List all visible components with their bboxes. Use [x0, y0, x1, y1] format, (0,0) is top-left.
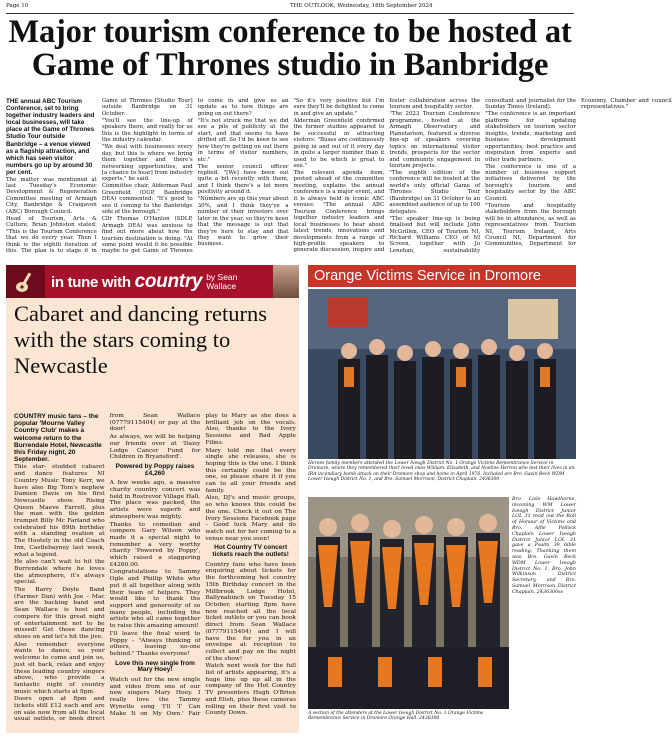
country-paragraph: Also remember everyone wants to dance, so your welcome to come and join us, just sit back, relax and enjoy these leading country singers above, who provide a fantastic night of country music which starts at 9pm.: [14, 641, 105, 695]
story-paragraph: "Tourism and hospitality stakeholders from the borough will be in attendance, as well as representatives from Tourism NI, Tourism Ireland, Arts Council NI, Department for Communities, Department for Economy, Chamber and council representatives.": [485, 98, 672, 248]
story-paragraph: "The conference is an important platform for updating stakeholders on tourism sector insights, trends, marketing and business development opportunities, best practice and inspiration from experts and other trade partners.: [485, 111, 576, 163]
story-paragraph: "Numbers are up this year about 30%, and I think they've a number of their investors over later in the year, so they're keen that the message is out that they're here to stay and that they want to grow their business.: [197, 196, 289, 248]
story-paragraph: "The speaker line-up is being finalised but will include John McGrillen, CEO of Tourism NI, Richard Williams CEO of NI Screen, together with Jo Lenehan, sustainability consultant and journalist for the Sunday Times (Ireland).: [389, 98, 576, 254]
country-paragraph: This star- studded cabaret and dance features NI Country Music Tony Kerr, we have also Big Tom's nephew Damien Davis on his first Newcastle show. Rising Queen Maeve Farrell, plus the man with the golden trumpet Billy Mc Farland who celebrated his 89th birthday with a standing ovation at The Hootely in the old Coach Inn, Castlebayney last week, what a legend.: [14, 464, 105, 558]
country-story: [14, 413, 296, 731]
tourism-story: [6, 98, 672, 260]
country-paragraph: Watch out for the new single and video from one of our new singers Mary Hoey. I really love the Tammy Wynette song 'I'll 'I' Can Make It on My Own.' Fair play to Mary as she does a brilliant job on the vocals. Also, thanks to the Ivory Sessions and Bad Apple Films.: [109, 413, 296, 717]
masthead: THE OUTLOOK, Wednesday, 18th September 2024: [290, 3, 433, 9]
banner-title: in tune with country: [51, 270, 203, 292]
story-lead: THE annual ABC Tourism Conference, set to bring together industry leaders and local businesses, will take place at the Game of Thrones Studio Tour outside Banbridge – a venue viewed as a flagship attraction, and which has seen visitor numbers go up by around 30 per cent.: [6, 98, 95, 176]
story-paragraph: Alderman Greenfield confirmed the former studios appeared to be successful in attracting visitors: "Buses are continuously going in and out of it every day in quite a larger number than it used to be which is great to see.": [293, 117, 385, 170]
country-headline: Cabaret and dancing returns with the stars coming to Newcastle: [14, 301, 268, 378]
attenders-group-photo: [308, 497, 509, 709]
story-paragraph: "So it's very positive but I'm sure they'll be delighted to come in and give an update.": [293, 98, 385, 117]
country-paragraph: Watch next week for the full list of artists appearing, it's a huge line up up all in the company of the Hot Country TV presenters Hugh O'Brien and Elish, plus these cameras rolling on their first visit to County Down.: [205, 663, 296, 717]
story-paragraph: The relevant agenda item, posted ahead of the committee meeting, explains the annual conference is a major event, and it is always held in iconic ABC venues: "The annual ABC Tourism Conference brings together industry leaders and local businesses to hear about latest trends, innovations and developments from a range of high-profile speakers to generate discussion, inspire and foster collaboration across the tourism and hospitality sector.: [293, 98, 481, 254]
country-paragraph: A few weeks ago, a massive charity country concert was held in Rostrevor Village Hall. The place was packed, the artists were superb and atmosphere was mighty.: [109, 480, 201, 520]
country-banner: [6, 265, 299, 298]
country-paragraph: Doors open at 8pm and tickets still £12 each and are on sale now from all the local usual outlets, or book direct from Sean Wallace (07779115404) or pay at the door!: [14, 413, 201, 723]
columnist-photo: [273, 265, 299, 298]
subheading-mary-hoey: Love this new single from Mary Hoey!: [115, 659, 195, 674]
story-paragraph: "It's not struck me that we did see a pile of publicity at the start, and that seems to have drifted off. So I'd be keen to see how they're getting on out there in terms of visitor numbers, etc.": [197, 117, 289, 163]
country-column: [6, 265, 299, 733]
photo-caption-side: Bro. Lisle Hawthorne, incoming WM Lower Iveagh District Junior LOL 31 read out the Roll of Honour of Victims and Bro. Alfie Pollock Chaplain Lower Iveagh District Junior LOL 31 gave a Psalm 39 bible reading. Thanking them was Bro. Gavin Beck WDM Lower Iveagh District No. 1, Bro. John Wilkinson District Secretary, and Bro. Samuel Morrison District Chaplain. 2436300ss: [512, 497, 576, 595]
country-paragraph: Thanks to comedian and compere Gary Wilson who made it a special night to remember a very worthy charity 'Powered by Poppy', which raised a staggering £4260.00.: [109, 521, 201, 568]
photo-caption-family: Heroes family members attended the Lower Iveagh District No. 1 Orange Victims Remembrance Service in Dromore, where they remembered their loved ones William, Elizabeth, and Noeline Herron who lost their lives in an IRA incendiary bomb attack on their Dromore shop and home in April 1976. Included are Bro. Gavin Beck WDM Lower Iveagh District No. 1, and Bro. Samuel Morrison, District Chaplain. 2436300: [308, 461, 575, 482]
story-paragraph: "The eighth edition of the conference will be hosted at the world's only official Game of Thrones Studio Tour (Banbridge) on 31 October to an assembled audience of up to 100 delegates.: [389, 169, 481, 215]
country-lead: COUNTRY music fans – the popular 'Mourne Valley Country Club' makes a welcome return to the Burrendale Hotel, Newcastle this Friday night, 20 September.: [14, 413, 102, 464]
story-paragraph: Head of Tourism, Arts & Culture, Brian Johnston stated: "This is the Tourism Conference that we do every year. Then I think is the eighth iteration of this. The plan is to stage it in Game of Thrones [Studio Tour] outside Banbridge on 31 October.: [6, 98, 193, 255]
guitar-logo-icon: [6, 265, 45, 298]
family-group-photo: [308, 289, 576, 459]
country-paragraph: He also can't wait to hit the Burrendale where he loves the atmosphere, it's always special.: [14, 559, 105, 586]
subheading-poppy: Powered by Poppy raises £4,260: [115, 462, 195, 477]
country-paragraph: The Barry Doyle Band (Farmer Dan) with Joe – Mac are the backing band and Sean Wallace is host and compere for this great night of entertainment not to be missed! Get those dancing shoes on and let's hit the jive.: [14, 587, 105, 640]
subheading-hot-country: Hot Country TV concert tickets reach the outlets!: [212, 544, 289, 559]
main-headline: Major tourism conference to be hosted at Game of Thrones studio in Banbridge: [8, 14, 572, 83]
country-paragraph: As always, we will be helping our friends over at 'Daisy Lodge Cancer Fund for Children in Bryansford'.: [109, 434, 201, 461]
country-paragraph: Also, DJ's and music groups, so who knows this could be the one. Check it out on The Ivory Sessions Facebook page – Good luck Mary and do watch out for her coming to a venue near you soon!: [205, 495, 296, 542]
country-paragraph: I'll leave the final word to Poppy – "Always thinking of others, leaving no-one behind." Thanks everyone!: [109, 630, 201, 657]
story-paragraph: Cllr Thomas O'Hanlon (SDLP, Armagh DEA) was anxious to find out more about how the tourism destination is doing. "At some point would it be possible maybe to get Game of Thrones to come in and give us an update as to how things are going on out there?: [101, 98, 289, 255]
page-header: [6, 3, 574, 14]
orange-section-heading: Orange Victims Service in Dromore: [308, 265, 576, 287]
story-paragraph: The senior council officer replied: "[We] have been out quite a bit recently with them, and I think there's a lot more positivity around it.: [197, 163, 289, 196]
story-paragraph: The conference is one of a number of business support initiatives delivered by the borough's tourism and hospitality sector by the ABC Council.: [485, 163, 576, 202]
page-number: Page 10: [6, 3, 29, 9]
story-paragraph: "We deal with businesses every day, but this is where we bring them together and there's networking opportunities, and [a chance to hear] from industry experts," he said.: [101, 144, 193, 183]
banner-byline: by Sean Wallace: [206, 271, 238, 291]
story-paragraph: The matter was mentioned at last Tuesday's Economic Development & Regeneration Committee meeting of Armagh City, Banbridge & Craigavon (ABC) Borough Council.: [6, 176, 97, 215]
story-paragraph: Committee chair, Alderman Paul Greenfield (DUP, Banbridge DEA) commented: "It's good to see it coming to the Banbridge side of the borough.": [101, 183, 193, 216]
story-paragraph: "The 2023 Tourism Conference programme, hosted at the Armagh Observatory and Planetarium, featured a diverse line-up of speakers covering topics on international visitor trends, prospects for the sector and community engagement in tourism projects.: [389, 111, 481, 170]
photo-caption-attenders: A section of the attenders at the Lower Iveagh District No. 1 Orange Victims Remembrance Service in Dromore Orange Hall. 2436300: [308, 711, 484, 722]
country-paragraph: Mary told me that every single she releases, she is hoping this is the one. I think this certainly could be the one, so please share it if you can to all your friends and family.: [205, 447, 296, 494]
story-paragraph: "You'll see the line-up of speakers there, and really for us this is the highlight in terms of the industry calendar.: [101, 117, 193, 144]
country-paragraph: Country fans who have been enquiring about tickets for the forthcoming hot country 15th Birthday concert in the Millbrook Lodge Hotel, Ballynahinch on Tuesday 15 October, starting 8pm have now reached all the local ticket outlets or you can book direct from Sean Wallace (07779115404) and I will have the for you in an envelope at reception to collect and pay on the night of the show!: [205, 561, 296, 662]
country-paragraph: Congratulations to Sammy Ogle and Phillip White who put it all together along with their team of helpers. They would like to thank the support and generosity of so many people, including the artists who all came together to raise this amazing amount!: [109, 569, 201, 630]
